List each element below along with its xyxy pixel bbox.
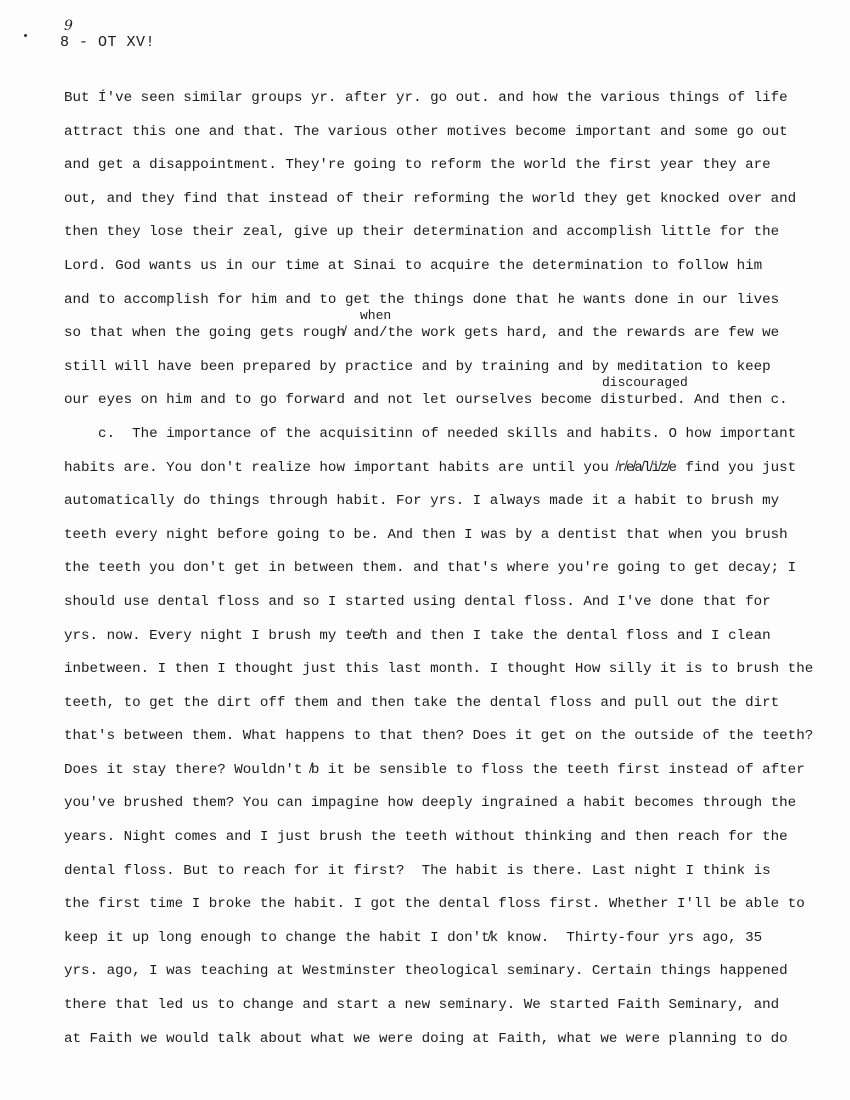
text-line: Lord. God wants us in our time at Sinai to acquire the determination to follow him — [64, 257, 763, 274]
interlinear-insert: when — [360, 308, 392, 324]
text-line: should use dental floss and so I started using dental floss. And I've done that for — [64, 593, 771, 610]
text-line: yrs. now. Every night I brush my tee̸th and then I take the dental floss and I clean — [64, 627, 771, 644]
page-number-handwritten: 9 — [64, 18, 74, 34]
text-line: c. The importance of the acquisitinn of needed skills and habits. O how important — [64, 425, 797, 442]
text-line: the first time I broke the habit. I got the dental floss first. Whether I'll be able to — [64, 896, 805, 913]
text-line: teeth, to get the dirt off them and then take the dental floss and pull out the dirt — [64, 694, 780, 711]
interlinear-insert: discouraged — [602, 375, 688, 391]
text-line: you've brushed them? You can impagine how deeply ingrained a habit becomes through the — [64, 795, 797, 812]
text-line: keep it up long enough to change the habit I don't̸k know. Thirty-four yrs ago, 35 — [64, 929, 763, 946]
text-line: then they lose their zeal, give up their determination and accomplish little for the — [64, 224, 780, 241]
text-line: inbetween. I then I thought just this last month. I thought How silly it is to brush the — [64, 661, 814, 678]
text-line: teeth every night before going to be. And then I was by a dentist that when you brush — [64, 526, 788, 543]
text-line: yrs. ago, I was teaching at Westminster theological seminary. Certain things happened — [64, 963, 788, 980]
text-line: the teeth you don't get in between them. and that's where you're going to get decay; I — [64, 560, 797, 577]
text-line: years. Night comes and I just brush the teeth without thinking and then reach for the — [64, 829, 788, 846]
text-line: automatically do things through habit. For yrs. I always made it a habit to brush my — [64, 493, 780, 510]
text-line: and to accomplish for him and to get the things done that he wants done in our lives — [64, 291, 780, 308]
text-line: still will have been prepared by practice and by training and by meditation to keep — [64, 358, 771, 375]
page-number — [60, 18, 74, 51]
text-line: and get a disappointment. They're going to reform the world the first year they are — [64, 157, 771, 174]
text-line: that's between them. What happens to that then? Does it get on the outside of the teeth? — [64, 728, 814, 745]
transcript-body — [64, 86, 824, 1060]
text-line: But Í've seen similar groups yr. after yr. go out. and how the various things of life — [64, 90, 788, 106]
text-line: discouraged our eyes on him and to go forward and not let ourselves become disturbed. And then c. — [64, 388, 824, 422]
text-line: at Faith we would talk about what we were doing at Faith, what we were planning to do — [64, 1030, 788, 1047]
text-line: dental floss. But to reach for it first? The habit is there. Last night I think is — [64, 862, 771, 879]
text-line: out, and they find that instead of their reforming the world they get knocked over and — [64, 190, 797, 207]
page-label: - OT XV! — [79, 34, 156, 51]
page-header — [60, 18, 156, 51]
text-line: there that led us to change and start a new seminary. We started Faith Seminary, and — [64, 997, 780, 1014]
text-line: attract this one and that. The various other motives become important and some go out — [64, 123, 788, 140]
text-line: when so that when the going gets rough̸ and/the work gets hard, and the rewards are few we — [64, 321, 824, 355]
text-line: habits are. You don't realize how important habits are until you ̸r̸e̸a̸l̸i̸z̸e find you just — [64, 459, 797, 476]
stray-mark — [24, 34, 27, 37]
page-number-typed: 8 — [60, 34, 70, 51]
text-line: Does it stay there? Wouldn't ̸b it be sensible to floss the teeth first instead of after — [64, 761, 805, 778]
